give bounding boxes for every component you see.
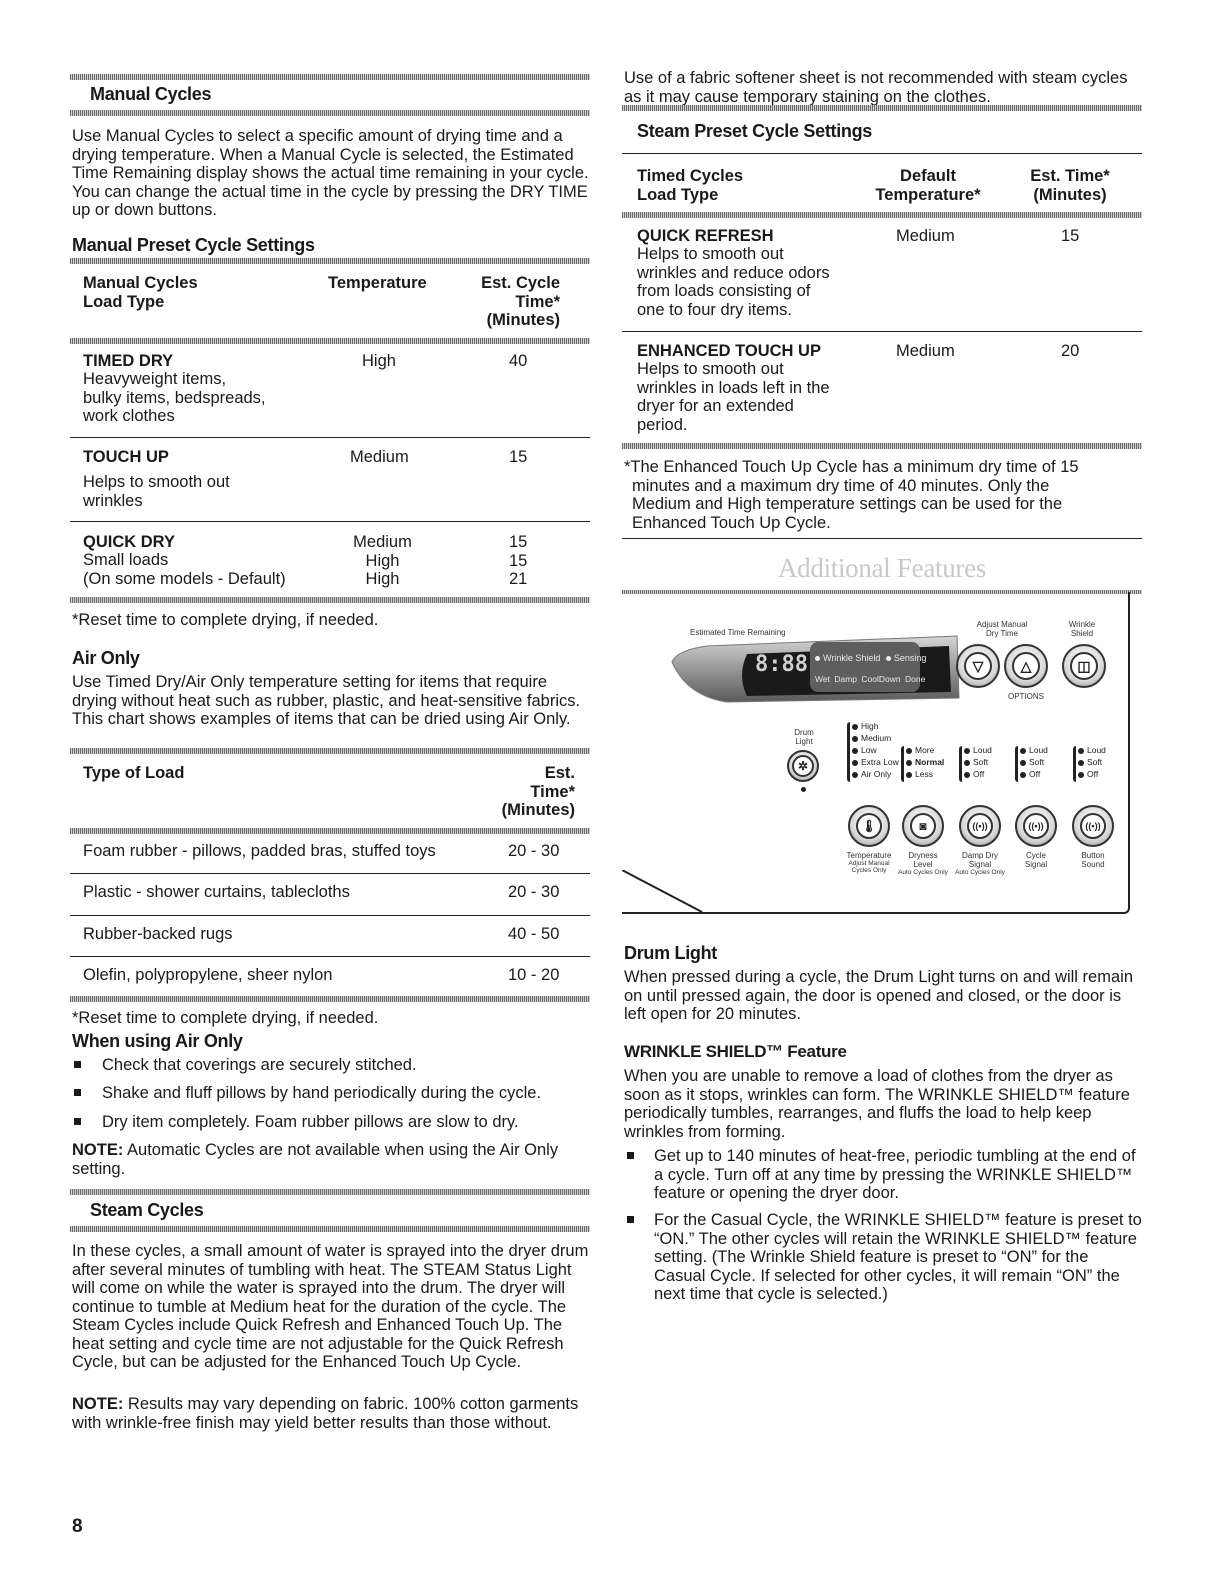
air-row-time: 20 - 30 (508, 883, 560, 901)
col-header-temperature: Temperature (328, 274, 427, 292)
divider (70, 110, 590, 116)
bullet-icon (627, 1152, 634, 1159)
led-label: Loud (973, 745, 992, 755)
list-item: For the Casual Cycle, the WRINKLE SHIELD™ feature is preset to “ON.” The other cycles will retain the WRINKLE SHIELD™ feature setting. (The Wrinkle Shield feature is preset to “ON” for the Casual Cycle. If selected for other cycles, it will remain “ON” the next time that cycle is selected.) (654, 1211, 1142, 1303)
col-header-default-temperature: Default Temperature* (875, 167, 981, 204)
led-label: Extra Low (861, 757, 899, 767)
cycle-signal-button[interactable] (1015, 805, 1057, 847)
row-time: 15 (509, 448, 528, 466)
control-sublabel: Auto Cycles Only (898, 869, 948, 876)
arrow-up-icon: △ (1012, 652, 1040, 680)
air-only-note (72, 1141, 592, 1178)
led-icon (1078, 760, 1084, 766)
bullet-icon (74, 1118, 81, 1125)
status-bottom-row (815, 670, 925, 689)
options-label: OPTIONS (1007, 692, 1044, 701)
dryness-level-label (896, 851, 950, 876)
air-row-load: Rubber-backed rugs (83, 925, 233, 943)
row-rule (622, 153, 1142, 154)
divider (70, 1226, 590, 1232)
row-desc: Helps to smooth out wrinkles in loads left in the dryer for an extended period. (637, 360, 830, 434)
note-label: NOTE: (72, 1395, 124, 1413)
led-icon (906, 772, 912, 778)
thermometer-icon: 🌡︎ (856, 813, 882, 839)
led-label: Soft (1029, 757, 1045, 767)
led-icon (801, 787, 806, 792)
led-icon (906, 748, 912, 754)
row-rule (70, 437, 590, 438)
led-icon (964, 748, 970, 754)
led-label: More (915, 745, 935, 755)
row-name: TOUCH UP (83, 448, 169, 466)
led-icon (852, 760, 858, 766)
steam-footnote: *The Enhanced Touch Up Cycle has a minimum dry time of 15 minutes and a maximum dry time of 40 minutes. Only the Medium and High temperature settings can be used for the Enhanced Touch Up Cycle. (624, 458, 1079, 532)
air-row-time: 40 - 50 (508, 925, 560, 943)
steam-preset-title: Steam Preset Cycle Settings (637, 121, 873, 141)
list-item: Dry item completely. Foam rubber pillows are slow to dry. (102, 1113, 519, 1131)
row-name: QUICK DRY (83, 533, 175, 551)
row-temp: Medium (896, 227, 955, 245)
list-item: Get up to 140 minutes of heat-free, periodic tumbling at the end of a cycle. Turn off at any time by pressing the WRINKLE SHIELD™ feature or opening the dryer door. (654, 1147, 1136, 1202)
dryness-leds (906, 744, 944, 780)
control-panel-illustration (622, 592, 1130, 914)
led-label: Medium (861, 733, 892, 743)
damp-dry-leds (964, 744, 992, 780)
steam-intro: Use of a fabric softener sheet is not recommended with steam cycles as it may cause temporary staining on the clothes. (624, 69, 1128, 106)
divider (622, 212, 1142, 218)
row-rule (622, 331, 1142, 332)
col-header-est-time: Est. Cycle Time* (Minutes) (481, 274, 560, 329)
status-label: Wet (815, 674, 830, 684)
led-icon (1020, 772, 1026, 778)
led-icon (852, 772, 858, 778)
led-label: High (861, 721, 879, 731)
row-name: QUICK REFRESH (637, 227, 774, 245)
divider (70, 74, 590, 80)
manual-cycles-intro: Use Manual Cycles to select a specific amount of drying time and a drying temperature. When a Manual Cycle is selected, the Estimated Time Remaining display shows the actual time remaining in your cycle. You can change the actual time in the cycle by pressing the DRY TIME up or down buttons. (72, 127, 589, 219)
led-label: Normal (915, 757, 945, 767)
col-header-type-of-load: Type of Load (83, 764, 185, 782)
air-only-heading: Air Only (72, 648, 140, 668)
status-top-row (815, 649, 926, 668)
control-sublabel: Auto Cycles Only (955, 869, 1005, 876)
wrinkle-shield-button[interactable] (1062, 644, 1106, 688)
row-time: 40 (509, 352, 528, 370)
dryness-level-button[interactable] (902, 805, 944, 847)
row-time: 20 (1061, 342, 1080, 360)
dryness-icon: ◙ (910, 813, 936, 839)
led-icon (886, 656, 891, 661)
manual-preset-title: Manual Preset Cycle Settings (72, 235, 315, 255)
led-icon (964, 772, 970, 778)
list-item: Shake and fluff pillows by hand periodically during the cycle. (102, 1084, 542, 1102)
drum-light-body: When pressed during a cycle, the Drum Light turns on and will remain on until pressed again, the door is opened and closed, or the door is left open for 20 minutes. (624, 968, 1133, 1023)
row-name: TIMED DRY (83, 352, 174, 370)
list-item: Check that coverings are securely stitched. (102, 1056, 417, 1074)
button-sound-leds (1078, 744, 1106, 780)
shirt-icon: ◫ (1070, 652, 1098, 680)
damp-dry-signal-button[interactable] (959, 805, 1001, 847)
led-icon (1078, 772, 1084, 778)
steam-cycles-body: In these cycles, a small amount of water is sprayed into the dryer drum after several minutes of tumbling with heat. The STEAM Status Light will come on while the water is sprayed into the drum. The dryer will continue to tumble at Medium heat for the duration of the cycle. The Steam Cycles include Quick Refresh and Enhanced Touch Up. The heat setting and cycle time are not adjustable for the Quick Refresh Cycle, but can be adjusted for the Enhanced Touch Up Cycle. (72, 1242, 589, 1371)
divider (70, 597, 590, 603)
led-label: Air Only (861, 769, 892, 779)
row-temp: Medium (896, 342, 955, 360)
air-only-intro: Use Timed Dry/Air Only temperature setting for items that require drying without heat such as rubber, plastic, and heat-sensitive fabrics. This chart shows examples of items that can be dried using Air Only. (72, 673, 581, 728)
note-text: Automatic Cycles are not available when using the Air Only setting. (72, 1141, 559, 1178)
air-row-load: Foam rubber - pillows, padded bras, stuffed toys (83, 842, 436, 860)
drum-light-label: Drum Light (794, 728, 814, 746)
row-desc: Heavyweight items, bulky items, bedspreads, work clothes (83, 370, 266, 425)
sound-icon: ((•)) (1080, 813, 1106, 839)
led-label: Low (861, 745, 877, 755)
led-label: Off (1087, 769, 1099, 779)
led-icon (1020, 760, 1026, 766)
section-rule (622, 538, 1142, 539)
divider (70, 748, 590, 754)
air-row-time: 20 - 30 (508, 842, 560, 860)
control-label: Temperature (846, 851, 892, 860)
col-header-est-time: Est. Time* (Minutes) (501, 764, 575, 819)
status-label: Wrinkle Shield (823, 653, 881, 663)
row-desc: Helps to smooth out wrinkles and reduce odors from loads consisting of one to four dry items. (637, 245, 830, 319)
additional-features-heading: Additional Features (777, 553, 986, 583)
row-temp: Medium (350, 448, 409, 466)
row-temp: High (362, 352, 396, 370)
divider (70, 996, 590, 1002)
when-air-only-heading: When using Air Only (72, 1031, 243, 1051)
est-time-label: Estimated Time Remaining (690, 628, 786, 637)
temperature-leds (852, 720, 899, 780)
led-label: Loud (1087, 745, 1106, 755)
led-label: Less (915, 769, 933, 779)
led-icon (815, 656, 820, 661)
dry-time-down-button[interactable] (956, 644, 1000, 688)
bullet-icon (74, 1061, 81, 1068)
control-label: Dryness Level (908, 851, 938, 869)
divider (70, 338, 590, 344)
row-desc: Helps to smooth out wrinkles (83, 473, 230, 510)
led-icon (852, 724, 858, 730)
air-row-load: Plastic - shower curtains, tablecloths (83, 883, 350, 901)
button-sound-label: Button Sound (1081, 851, 1105, 869)
cycle-signal-label: Cycle Signal (1024, 851, 1048, 869)
wrinkle-shield-body: When you are unable to remove a load of clothes from the dryer as soon as it stops, wrinkles can form. The WRINKLE SHIELD™ feature periodically tumbles, rearranges, and fluffs the load to help keep wrinkles from forming. (624, 1067, 1130, 1141)
panel-edge (622, 870, 712, 914)
drum-light-heading: Drum Light (624, 943, 717, 963)
temperature-label (842, 851, 896, 874)
damp-dry-signal-label (952, 851, 1008, 876)
steam-cycles-note (72, 1395, 592, 1432)
status-label: Done (905, 674, 926, 684)
button-sound-button[interactable] (1072, 805, 1114, 847)
row-desc: Small loads (On some models - Default) (83, 551, 286, 588)
led-icon (964, 760, 970, 766)
row-time: 15 15 21 (509, 533, 528, 588)
col-header-load-type: Timed Cycles Load Type (637, 167, 744, 204)
row-name: ENHANCED TOUCH UP (637, 342, 821, 360)
control-label: Damp Dry Signal (961, 851, 998, 869)
status-label: Damp (834, 674, 858, 684)
status-label: Sensing (893, 653, 927, 663)
row-rule (70, 915, 590, 916)
led-label: Loud (1029, 745, 1048, 755)
air-only-footnote: *Reset time to complete drying, if needed. (72, 1009, 379, 1027)
row-rule (70, 521, 590, 522)
air-row-time: 10 - 20 (508, 966, 560, 984)
col-header-est-time: Est. Time* (Minutes) (1030, 167, 1110, 204)
time-display: 8:88 (755, 652, 808, 677)
drum-light-button[interactable] (787, 750, 819, 782)
divider (70, 828, 590, 834)
arrow-down-icon: ▽ (964, 652, 992, 680)
control-sublabel: Adjust Manual Cycles Only (848, 860, 890, 874)
led-icon (906, 760, 912, 766)
steam-cycles-heading: Steam Cycles (90, 1200, 204, 1220)
led-icon (852, 736, 858, 742)
signal-icon: ((•)) (1023, 813, 1049, 839)
wrinkle-shield-label: Wrinkle Shield (1068, 620, 1096, 638)
note-label: NOTE: (72, 1141, 124, 1159)
divider (622, 105, 1142, 111)
signal-icon: ((•)) (967, 813, 993, 839)
cycle-signal-leds (1020, 744, 1048, 780)
col-header-load-type: Manual Cycles Load Type (83, 274, 198, 311)
led-icon (852, 748, 858, 754)
wrinkle-shield-heading: WRINKLE SHIELD™ Feature (624, 1042, 847, 1061)
row-rule (70, 956, 590, 957)
led-label: Soft (1087, 757, 1103, 767)
bullet-icon (74, 1089, 81, 1096)
led-label: Off (1029, 769, 1041, 779)
adjust-dry-time-label: Adjust Manual Dry Time (976, 620, 1028, 638)
page-number: 8 (72, 1516, 83, 1537)
led-icon (1020, 748, 1026, 754)
row-temp: Medium High High (353, 533, 412, 588)
divider (70, 258, 590, 264)
row-time: 15 (1061, 227, 1080, 245)
led-icon (1078, 748, 1084, 754)
divider (622, 443, 1142, 449)
led-label: Soft (973, 757, 989, 767)
manual-footnote: *Reset time to complete drying, if needed. (72, 611, 379, 629)
status-label: CoolDown (861, 674, 901, 684)
light-bulb-icon: ✲ (792, 755, 814, 777)
note-text: Results may vary depending on fabric. 100% cotton garments with wrinkle-free finish may yield better results than those without. (72, 1395, 579, 1432)
bullet-icon (627, 1216, 634, 1223)
temperature-button[interactable] (848, 805, 890, 847)
dry-time-up-button[interactable] (1004, 644, 1048, 688)
manual-cycles-heading: Manual Cycles (90, 84, 212, 104)
air-row-load: Olefin, polypropylene, sheer nylon (83, 966, 333, 984)
row-rule (70, 873, 590, 874)
divider (70, 1189, 590, 1195)
led-label: Off (973, 769, 985, 779)
